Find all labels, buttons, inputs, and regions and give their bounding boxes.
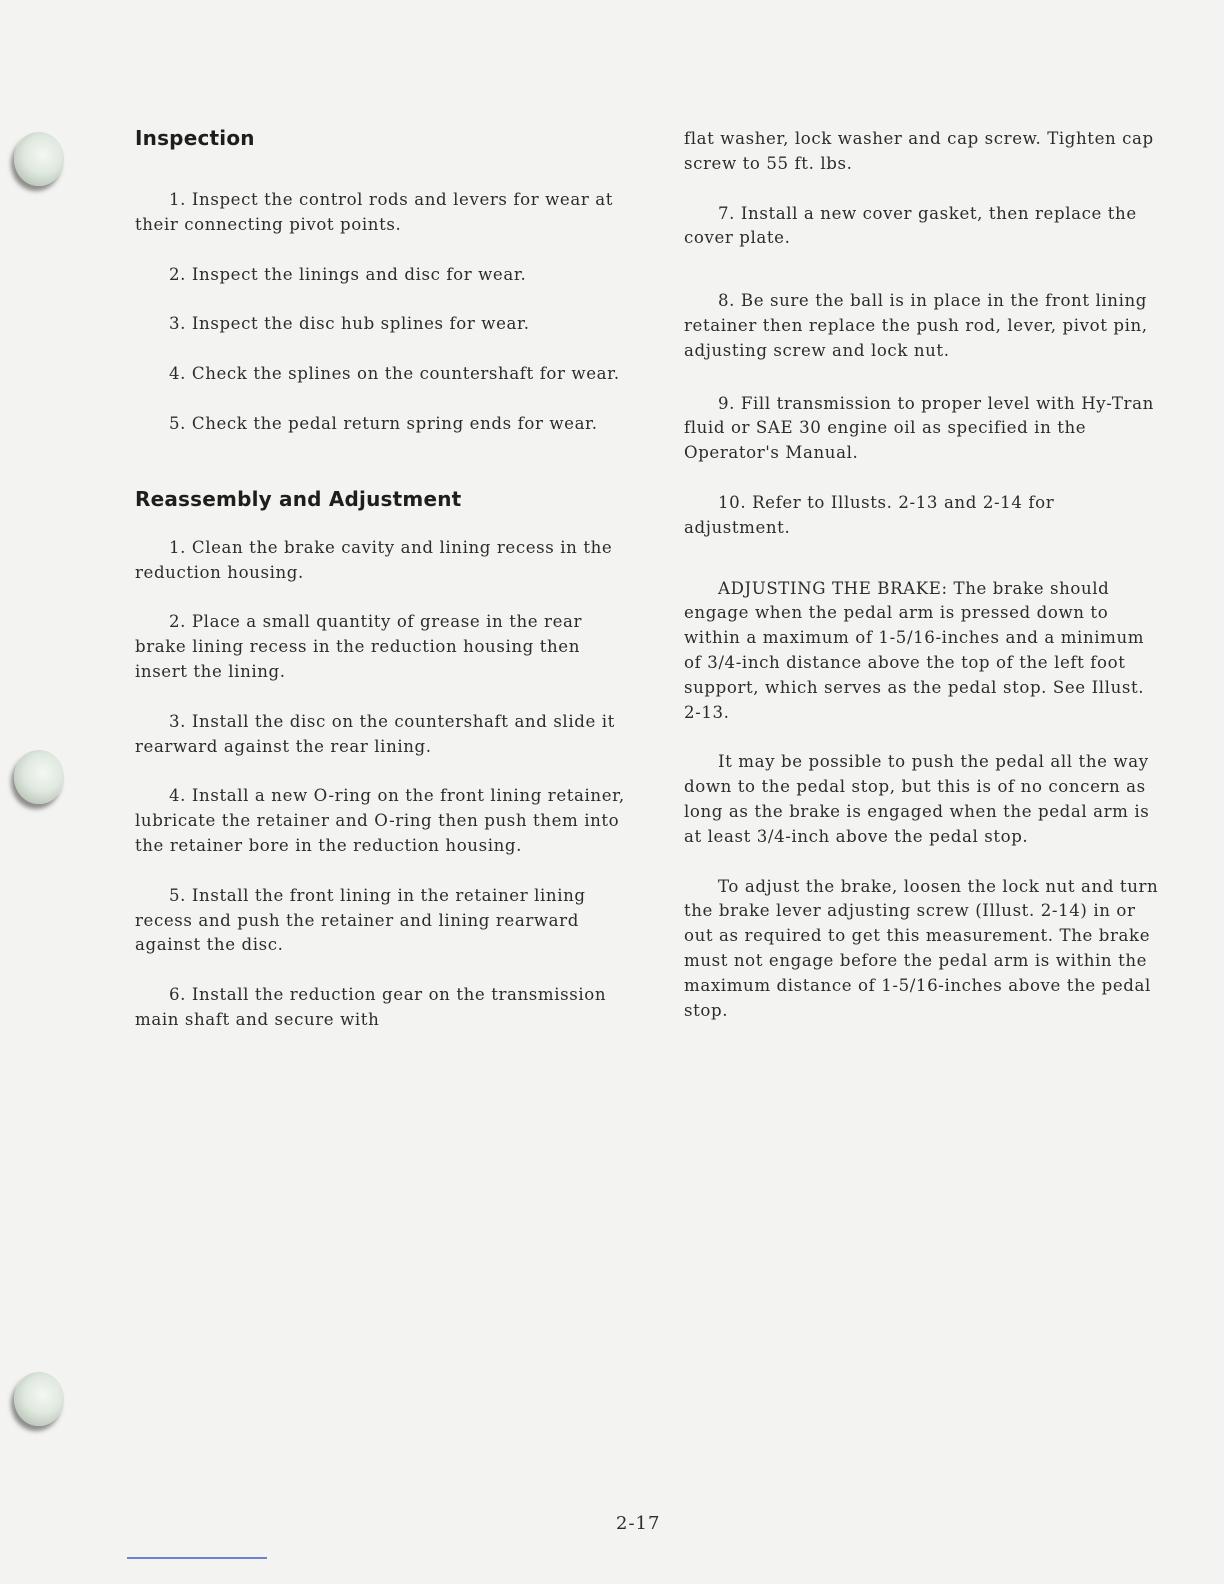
inspection-step-2: 2. Inspect the linings and disc for wear. — [169, 264, 527, 284]
inspection-step-3: 3. Inspect the disc hub splines for wear. — [169, 314, 530, 334]
scan-edge-line — [127, 1557, 267, 1559]
reassembly-step-3: 3. Install the disc on the countershaft and slide it rearward against the rear lining. — [135, 711, 615, 756]
right-column — [684, 126, 1164, 1023]
adjusting-brake-paragraph: ADJUSTING THE BRAKE: The brake should engage when the pedal arm is pressed down to within a maximum of 1-5/16-inches and a minimum of 3/4-inch distance above the top of the left foot support, which serves as the pedal stop. See Illust. 2-13. — [684, 578, 1145, 722]
adjust-procedure-paragraph: To adjust the brake, loosen the lock nut and turn the brake lever adjusting screw (Illust. 2-14) in or out as required to get this measurement. The brake must not engage before the pedal arm is within the maximum distance of 1-5/16-inches above the pedal stop. — [684, 876, 1159, 1020]
inspection-heading: Inspection — [135, 126, 255, 150]
reassembly-step-6-continued: flat washer, lock washer and cap screw. Tighten cap screw to 55 ft. lbs. — [684, 129, 1154, 173]
pedal-stop-paragraph: It may be possible to push the pedal all the way down to the pedal stop, but this is of no concern as long as the brake is engaged when the pedal arm is at least 3/4-inch above the pedal stop. — [684, 752, 1150, 846]
left-column — [135, 126, 625, 1033]
page-number: 2-17 — [616, 1513, 661, 1534]
reassembly-step-4: 4. Install a new O-ring on the front lining retainer, lubricate the retainer and O-ring then push them into the retainer bore in the reduction housing. — [135, 786, 625, 855]
binder-hole-middle — [14, 750, 64, 804]
inspection-step-5: 5. Check the pedal return spring ends for wear. — [169, 413, 598, 433]
reassembly-step-7: 7. Install a new cover gasket, then replace the cover plate. — [684, 203, 1137, 248]
reassembly-step-2: 2. Place a small quantity of grease in the rear brake lining recess in the reduction housing then insert the lining. — [135, 612, 583, 681]
reassembly-step-1: 1. Clean the brake cavity and lining recess in the reduction housing. — [135, 537, 613, 582]
reassembly-step-8: 8. Be sure the ball is in place in the front lining retainer then replace the push rod, lever, pivot pin, adjusting screw and lock nut. — [684, 291, 1148, 360]
reassembly-step-10: 10. Refer to Illusts. 2-13 and 2-14 for adjustment. — [684, 492, 1055, 537]
reassembly-step-6: 6. Install the reduction gear on the transmission main shaft and secure with — [135, 985, 607, 1029]
binder-hole-top — [14, 132, 64, 186]
binder-hole-bottom — [14, 1372, 64, 1426]
reassembly-heading: Reassembly and Adjustment — [135, 486, 462, 511]
reassembly-step-5: 5. Install the front lining in the retainer lining recess and push the retainer and lining rearward against the disc. — [135, 885, 586, 955]
inspection-step-4: 4. Check the splines on the countershaft for wear. — [169, 364, 620, 384]
inspection-step-1: 1. Inspect the control rods and levers for wear at their connecting pivot points. — [135, 190, 614, 234]
reassembly-step-9: 9. Fill transmission to proper level with Hy-Tran fluid or SAE 30 engine oil as specified in the Operator's Manual. — [684, 393, 1154, 463]
